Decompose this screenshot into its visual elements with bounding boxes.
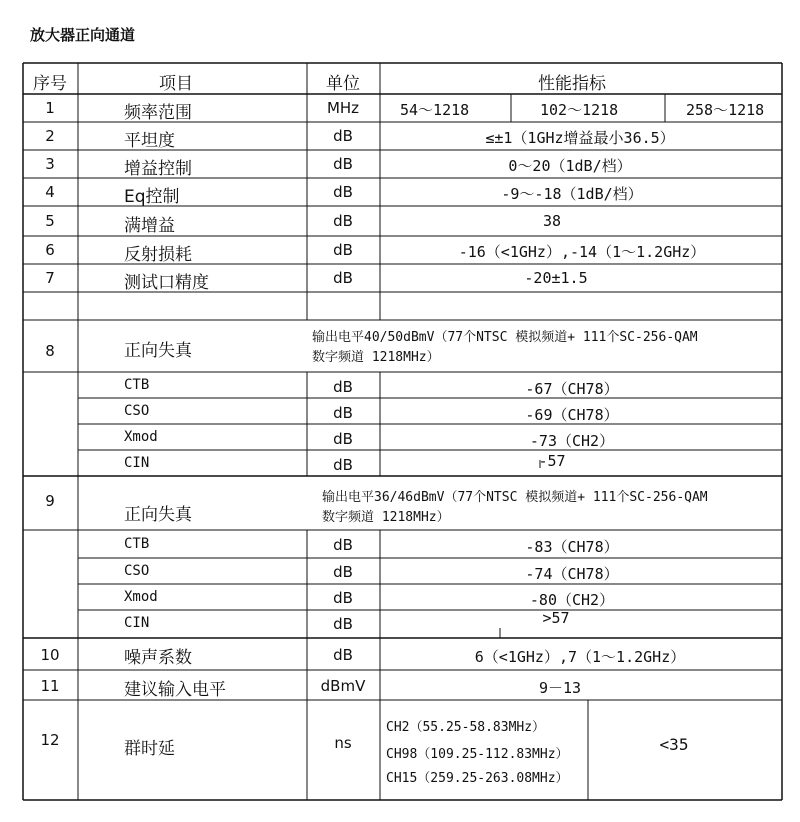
row-7-unit: dB xyxy=(333,269,353,287)
row-9-sub-unit: dB xyxy=(333,589,353,607)
row-1-unit: MHz xyxy=(326,99,360,117)
row-12-channel: CH2（55.25-58.83MHz） xyxy=(386,720,546,735)
row-9-sub-unit: dB xyxy=(333,563,353,581)
row-8-sub-unit: dB xyxy=(333,430,353,448)
row-9-sub-name: CTB xyxy=(124,536,150,552)
row-10-item: 噪声系数 xyxy=(124,648,192,668)
row-11-unit: dBmV xyxy=(320,677,366,695)
row-9-sub-value: >57 xyxy=(542,609,570,627)
row-1-range-1: 54～1218 xyxy=(400,101,470,119)
row-11-seq: 11 xyxy=(40,677,60,695)
row-3-item: 增益控制 xyxy=(124,159,192,179)
header-seq: 序号 xyxy=(33,74,67,94)
row-7-item: 测试口精度 xyxy=(124,273,209,293)
row-3-unit: dB xyxy=(333,155,353,173)
row-6-seq: 6 xyxy=(45,241,55,259)
row-5-item: 满增益 xyxy=(124,216,175,236)
page-title: 放大器正向通道 xyxy=(30,26,136,44)
row-8-sub-name: Xmod xyxy=(124,429,158,445)
row-9-sub-unit: dB xyxy=(333,615,353,633)
row-8-sub-name: CSO xyxy=(124,403,150,419)
row-4-item: Eq控制 xyxy=(124,187,180,207)
header-spec: 性能指标 xyxy=(538,74,606,94)
row-5-value: 38 xyxy=(542,212,562,230)
row-12-channel: CH98（109.25-112.83MHz） xyxy=(386,747,569,762)
row-12-value: <35 xyxy=(659,735,689,754)
row-12-channel: CH15（259.25-263.08MHz） xyxy=(386,771,569,786)
row-8-sub-unit: dB xyxy=(333,404,353,422)
row-4-seq: 4 xyxy=(45,183,55,201)
row-2-seq: 2 xyxy=(45,127,55,145)
row-12-unit: ns xyxy=(334,734,352,752)
row-2-unit: dB xyxy=(333,127,353,145)
row-7-value: -20±1.5 xyxy=(524,269,588,287)
row-6-item: 反射损耗 xyxy=(124,245,192,265)
row-3-seq: 3 xyxy=(45,155,55,173)
row-4-value: -9～-18（1dB/档） xyxy=(501,185,643,203)
row-9-condition-line-1: 输出电平36/46dBmV（77个NTSC 模拟频道+ 111个SC-256-QAM xyxy=(322,490,708,505)
row-9-sub-name: CSO xyxy=(124,563,150,579)
row-9-item: 正向失真 xyxy=(124,505,192,525)
row-11-item: 建议输入电平 xyxy=(124,680,226,700)
row-8-sub-value: -67（CH78） xyxy=(525,380,619,398)
row-9-condition-line-2: 数字频道 1218MHz） xyxy=(322,510,450,525)
row-2-item: 平坦度 xyxy=(124,131,175,151)
row-8-sub-unit: dB xyxy=(333,456,353,474)
row-8-sub-unit: dB xyxy=(333,378,353,396)
row-3-value: 0～20（1dB/档） xyxy=(508,157,632,175)
row-9-sub-name: CIN xyxy=(124,615,150,631)
row-8-sub-value: -69（CH78） xyxy=(525,406,619,424)
row-9-sub-name: Xmod xyxy=(124,589,158,605)
row-8-sub-value: -57 xyxy=(538,452,566,470)
row-12-seq: 12 xyxy=(40,731,60,749)
row-8-item: 正向失真 xyxy=(124,341,192,361)
row-10-seq: 10 xyxy=(40,646,60,664)
row-1-seq: 1 xyxy=(45,99,55,117)
row-8-sub-name: CIN xyxy=(124,455,150,471)
row-10-value: 6（<1GHz）,7（1～1.2GHz） xyxy=(474,648,686,666)
row-5-unit: dB xyxy=(333,212,353,230)
row-9-seq: 9 xyxy=(45,492,55,510)
row-5-seq: 5 xyxy=(45,212,55,230)
row-8-sub-name: CTB xyxy=(124,377,150,393)
row-7-seq: 7 xyxy=(45,269,55,287)
row-8-sub-value: -73（CH2） xyxy=(529,432,615,450)
row-2-value: ≤±1（1GHz增益最小36.5） xyxy=(485,129,675,147)
row-1-range-2: 102～1218 xyxy=(540,101,619,119)
row-6-value: -16（<1GHz）,-14（1～1.2GHz） xyxy=(458,243,706,261)
row-12-item: 群时延 xyxy=(124,739,175,759)
row-9-sub-value: -83（CH78） xyxy=(525,538,619,556)
row-9-sub-value: -74（CH78） xyxy=(525,565,619,583)
row-10-unit: dB xyxy=(333,646,353,664)
row-6-unit: dB xyxy=(333,241,353,259)
row-1-item: 频率范围 xyxy=(124,103,192,123)
header-item: 项目 xyxy=(159,74,193,94)
row-4-unit: dB xyxy=(333,183,353,201)
row-8-seq: 8 xyxy=(45,342,55,360)
row-8-condition-line-2: 数字频道 1218MHz） xyxy=(312,350,440,365)
row-8-condition-line-1: 输出电平40/50dBmV（77个NTSC 模拟频道+ 111个SC-256-QAM xyxy=(312,330,698,345)
row-11-value: 9－13 xyxy=(538,679,582,697)
row-9-sub-value: -80（CH2） xyxy=(529,591,615,609)
row-9-sub-unit: dB xyxy=(333,536,353,554)
header-unit: 单位 xyxy=(326,74,360,94)
row-1-range-3: 258～1218 xyxy=(686,101,765,119)
